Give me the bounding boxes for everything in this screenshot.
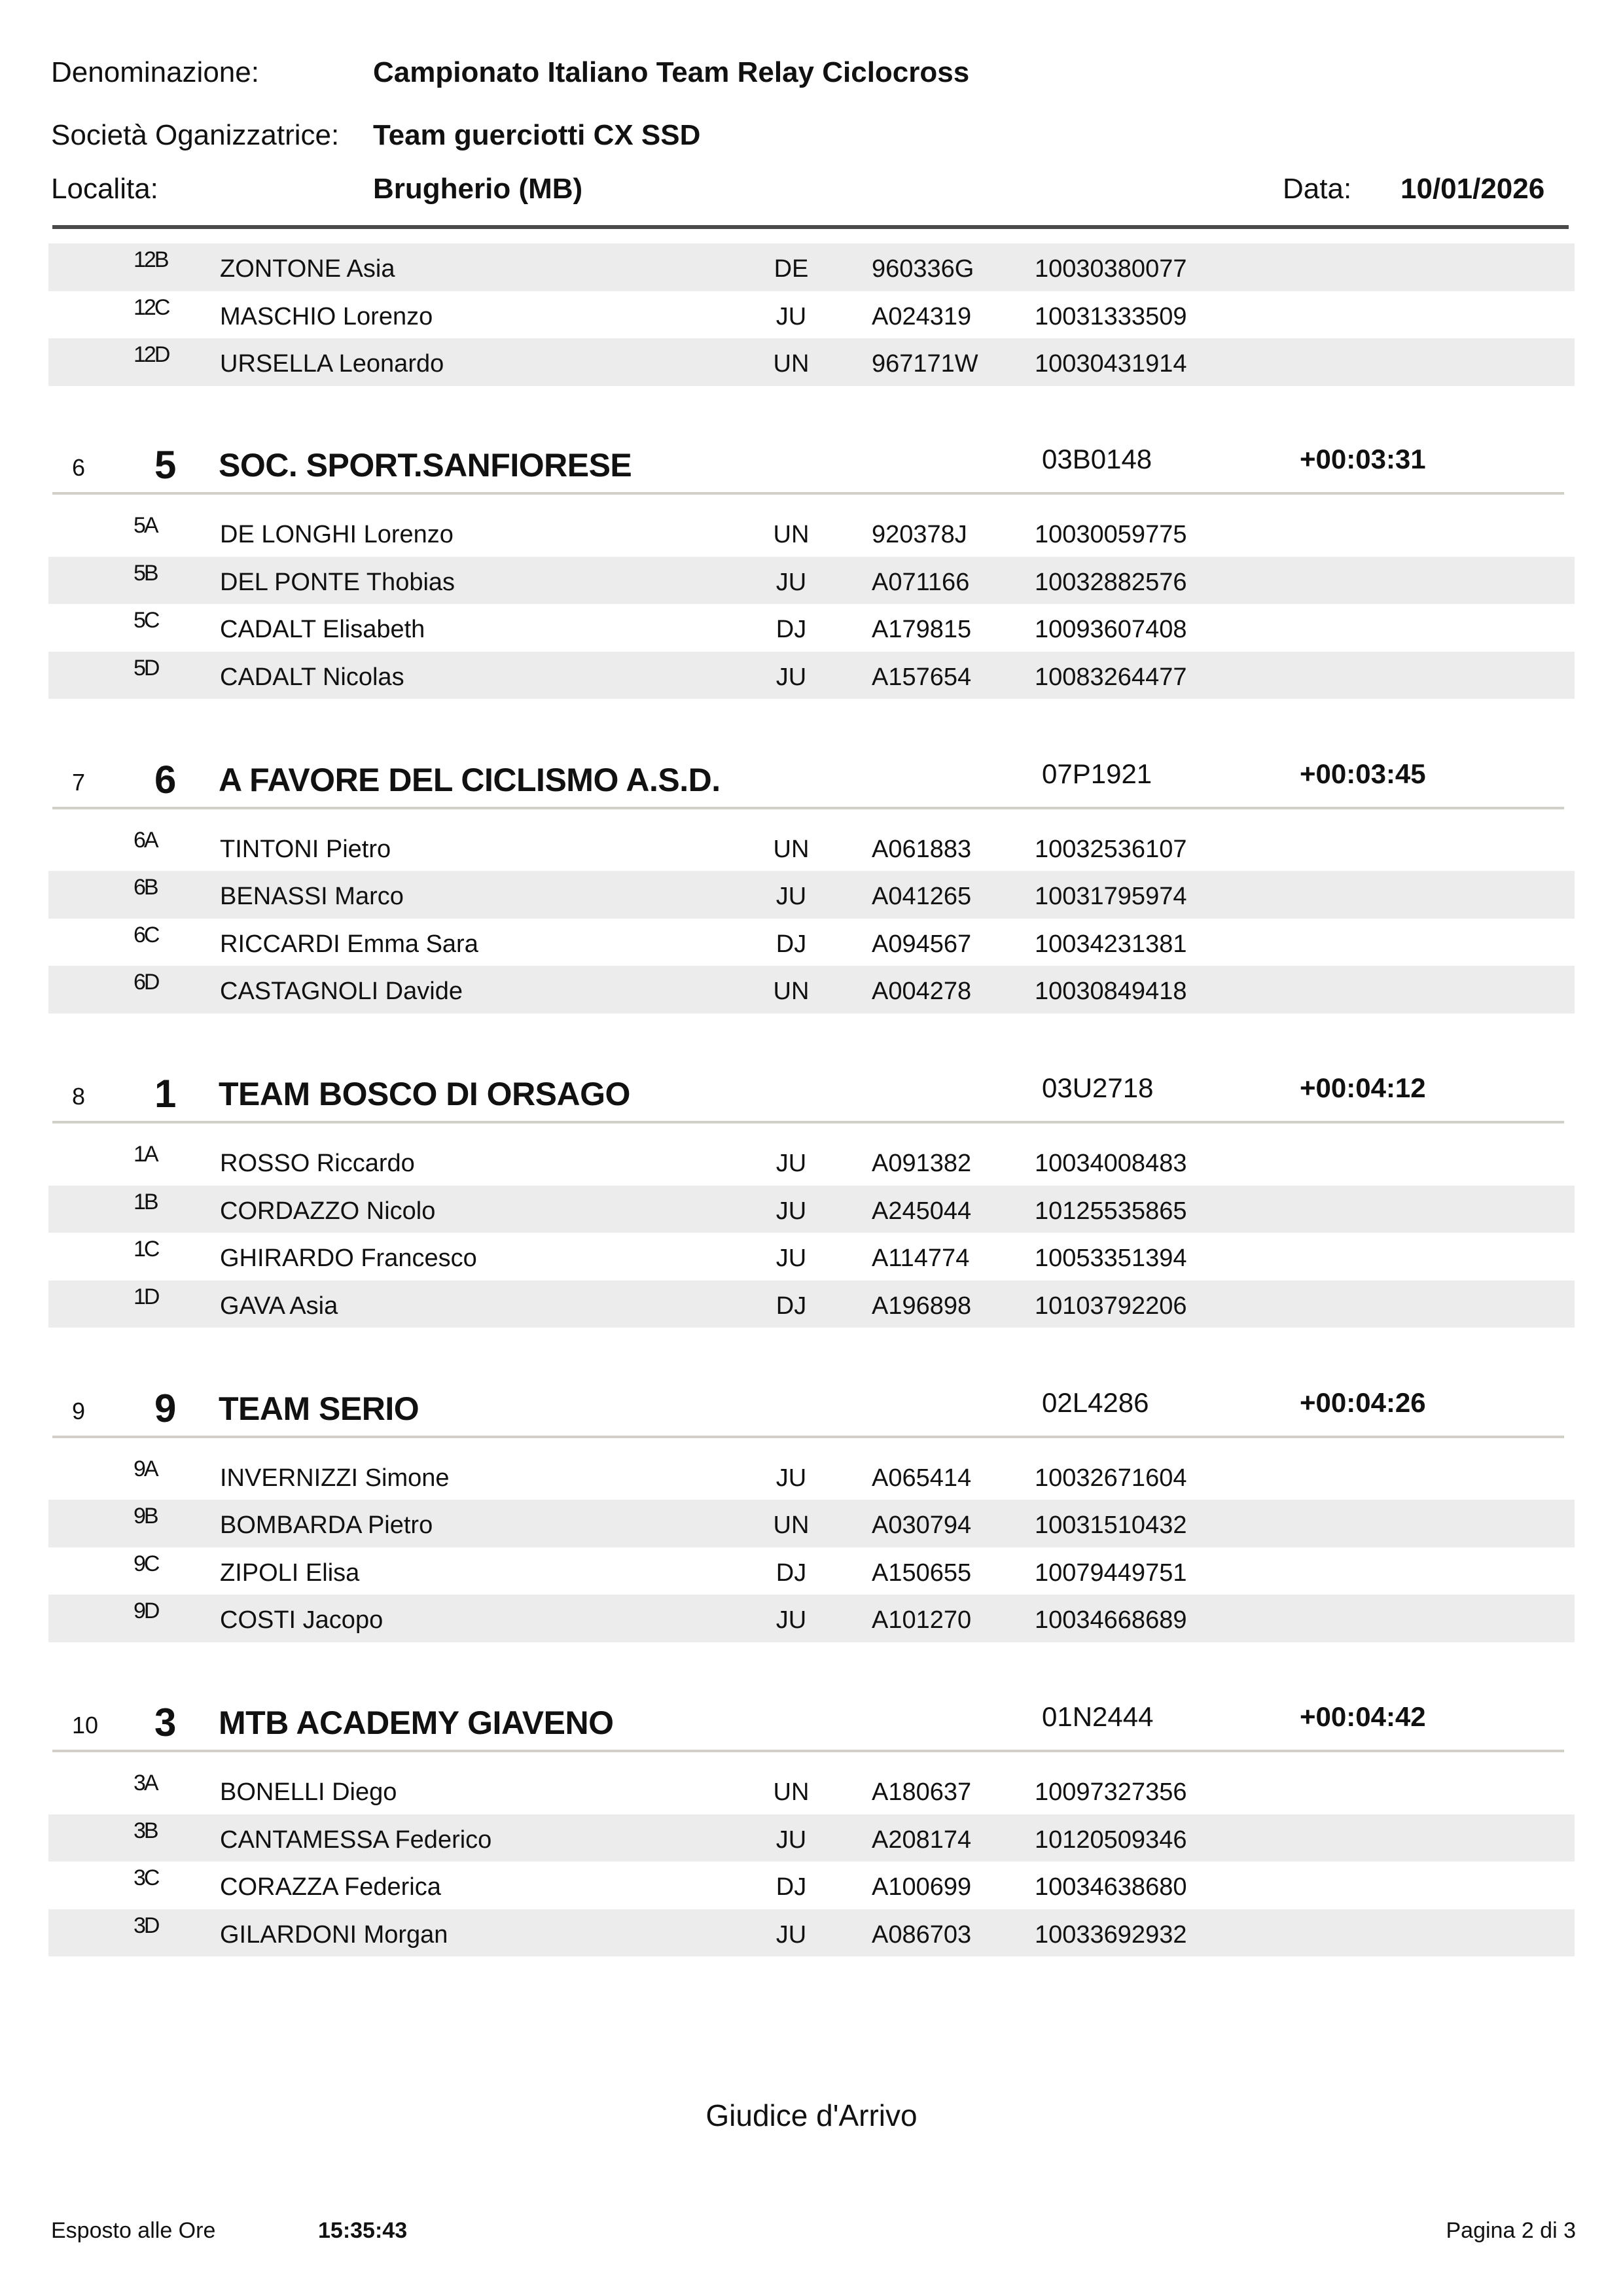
rider-row: [48, 291, 1575, 339]
rider-bib: 1D: [134, 1284, 158, 1309]
rider-row: [48, 1500, 1575, 1547]
rider-row: [48, 1547, 1575, 1595]
team-header: [0, 1689, 1623, 1752]
rider-bib: 1A: [134, 1142, 157, 1167]
rider-category: DJ: [776, 616, 807, 643]
rider-name: CADALT Nicolas: [220, 663, 404, 691]
rider-name: BONELLI Diego: [220, 1778, 397, 1806]
rider-bib: 3D: [134, 1913, 158, 1938]
rider-category: JU: [776, 1245, 807, 1272]
rider-row: [48, 966, 1575, 1014]
team-name: A FAVORE DEL CICLISMO A.S.D.: [219, 761, 721, 798]
rider-bib: 9B: [134, 1504, 157, 1528]
rider-row: [48, 338, 1575, 386]
rider-row: [48, 509, 1575, 557]
rider-uci-id: 10034008483: [1035, 1150, 1187, 1177]
rider-category: UN: [773, 978, 810, 1005]
rider-category: DJ: [776, 1292, 807, 1320]
rider-card-number: A091382: [872, 1150, 972, 1177]
date-value: 10/01/2026: [1400, 173, 1545, 205]
team-time-gap: +00:04:26: [1300, 1386, 1426, 1418]
rider-uci-id: 10032882576: [1035, 568, 1187, 596]
rider-bib: 9D: [134, 1598, 158, 1623]
rider-uci-id: 10034638680: [1035, 1873, 1187, 1901]
rider-row: [48, 1814, 1575, 1862]
rider-card-number: A180637: [872, 1778, 972, 1806]
rider-card-number: A157654: [872, 663, 972, 691]
rider-name: BOMBARDA Pietro: [220, 1511, 433, 1539]
exposed-label: Esposto alle Ore: [51, 2218, 216, 2243]
rider-name: DEL PONTE Thobias: [220, 568, 455, 596]
rider-card-number: 920378J: [872, 521, 967, 548]
rider-bib: 5A: [134, 513, 157, 538]
rider-bib: 3C: [134, 1865, 158, 1890]
rider-card-number: A094567: [872, 930, 972, 958]
team-society-code: 03B0148: [1042, 444, 1152, 474]
rider-uci-id: 10053351394: [1035, 1245, 1187, 1272]
rider-name: TINTONI Pietro: [220, 835, 391, 863]
rider-name: CORAZZA Federica: [220, 1873, 441, 1901]
rider-uci-id: 10030849418: [1035, 978, 1187, 1005]
rider-category: DE: [774, 255, 809, 283]
rider-card-number: A071166: [872, 568, 970, 596]
rider-row: [48, 871, 1575, 919]
team-bib-number: 1: [154, 1072, 177, 1116]
rider-card-number: 967171W: [872, 350, 978, 378]
team-position: 10: [72, 1712, 99, 1739]
team-header: [0, 747, 1623, 809]
team-position: 7: [72, 768, 86, 796]
rider-category: DJ: [776, 1873, 807, 1901]
rider-category: JU: [776, 883, 807, 910]
rider-row: [48, 1280, 1575, 1328]
rider-row: [48, 652, 1575, 699]
rider-card-number: A150655: [872, 1559, 972, 1587]
date-label: Data:: [1283, 173, 1352, 205]
rider-uci-id: 10032536107: [1035, 835, 1187, 863]
rider-category: JU: [776, 1197, 807, 1225]
rider-name: MASCHIO Lorenzo: [220, 302, 433, 330]
rider-bib: 3A: [134, 1771, 157, 1795]
rider-uci-id: 10030431914: [1035, 350, 1187, 378]
rider-uci-id: 10079449751: [1035, 1559, 1187, 1587]
team-header: [0, 1061, 1623, 1123]
team-name: TEAM SERIO: [219, 1390, 419, 1427]
team-header: [0, 432, 1623, 495]
rider-row: [48, 1233, 1575, 1280]
rider-bib: 6A: [134, 827, 157, 853]
rider-card-number: A100699: [872, 1873, 972, 1901]
rider-category: JU: [776, 302, 807, 330]
rider-uci-id: 10120509346: [1035, 1826, 1187, 1854]
rider-card-number: A196898: [872, 1292, 972, 1320]
rider-name: ZIPOLI Elisa: [220, 1559, 360, 1587]
rider-name: INVERNIZZI Simone: [220, 1464, 450, 1492]
team-time-gap: +00:04:12: [1300, 1072, 1426, 1103]
team-divider: [52, 1436, 1564, 1438]
rider-uci-id: 10033692932: [1035, 1920, 1187, 1949]
team-bib-number: 6: [154, 757, 177, 802]
team-society-code: 01N2444: [1042, 1701, 1154, 1732]
rider-name: CASTAGNOLI Davide: [220, 978, 463, 1005]
rider-row: [48, 919, 1575, 966]
rider-card-number: A114774: [872, 1245, 970, 1272]
rider-card-number: A086703: [872, 1920, 972, 1949]
team-time-gap: +00:03:31: [1300, 444, 1426, 474]
rider-row: [48, 1138, 1575, 1186]
rider-uci-id: 10031333509: [1035, 302, 1187, 330]
rider-category: DJ: [776, 1559, 807, 1587]
rider-name: ROSSO Riccardo: [220, 1150, 415, 1177]
rider-bib: 9A: [134, 1456, 157, 1481]
rider-uci-id: 10032671604: [1035, 1464, 1187, 1492]
rider-bib: 5B: [134, 560, 157, 586]
rider-row: [48, 1453, 1575, 1500]
rider-bib: 6B: [134, 875, 157, 900]
carryover-rows: [48, 243, 1575, 386]
team-divider: [52, 492, 1564, 495]
rider-category: JU: [776, 1150, 807, 1177]
rider-card-number: A065414: [872, 1464, 972, 1492]
header-divider: [52, 225, 1569, 229]
rider-name: RICCARDI Emma Sara: [220, 930, 478, 958]
team-divider: [52, 807, 1564, 809]
team-time-gap: +00:04:42: [1300, 1701, 1426, 1732]
rider-category: JU: [776, 1826, 807, 1854]
rider-row: [48, 1595, 1575, 1642]
team-position: 8: [72, 1083, 86, 1110]
rider-uci-id: 10083264477: [1035, 663, 1187, 691]
rider-name: COSTI Jacopo: [220, 1606, 383, 1634]
rider-row: [48, 557, 1575, 605]
rider-uci-id: 10031510432: [1035, 1511, 1187, 1539]
team-members: [48, 1767, 1575, 1956]
societa-label: Società Oganizzatrice:: [51, 119, 340, 151]
rider-card-number: 960336G: [872, 255, 974, 283]
rider-bib: 6C: [134, 922, 158, 947]
rider-uci-id: 10097327356: [1035, 1778, 1187, 1806]
rider-row: [48, 824, 1575, 872]
rider-category: JU: [776, 568, 807, 596]
rider-category: UN: [773, 1511, 810, 1539]
rider-card-number: A179815: [872, 616, 972, 643]
team-divider: [52, 1121, 1564, 1123]
rider-bib: 12C: [134, 294, 169, 320]
rider-row: [48, 604, 1575, 652]
team-bib-number: 3: [154, 1701, 177, 1744]
judge-signature-label: Giudice d'Arrivo: [705, 2098, 918, 2132]
rider-name: DE LONGHI Lorenzo: [220, 521, 454, 548]
rider-card-number: A030794: [872, 1511, 972, 1539]
rider-bib: 9C: [134, 1551, 158, 1576]
team-time-gap: +00:03:45: [1300, 758, 1426, 789]
rider-name: URSELLA Leonardo: [220, 350, 444, 378]
rider-uci-id: 10030380077: [1035, 255, 1187, 283]
team-bib-number: 5: [154, 443, 177, 487]
rider-name: CORDAZZO Nicolo: [220, 1197, 436, 1225]
team-position: 6: [72, 454, 86, 481]
rider-bib: 12B: [134, 247, 168, 272]
organizer-name: Team guerciotti CX SSD: [373, 119, 701, 151]
team-society-code: 03U2718: [1042, 1072, 1154, 1103]
team-bib-number: 9: [154, 1386, 177, 1430]
rider-row: [48, 243, 1575, 291]
rider-name: CADALT Elisabeth: [220, 616, 425, 643]
rider-card-number: A208174: [872, 1826, 972, 1854]
rider-row: [48, 1186, 1575, 1233]
rider-card-number: A041265: [872, 883, 972, 910]
team-members: [48, 824, 1575, 1014]
rider-bib: 5D: [134, 655, 158, 680]
rider-uci-id: 10125535865: [1035, 1197, 1187, 1225]
team-name: TEAM BOSCO DI ORSAGO: [219, 1076, 630, 1112]
rider-name: BENASSI Marco: [220, 883, 404, 910]
rider-category: JU: [776, 1920, 807, 1949]
rider-row: [48, 1909, 1575, 1957]
rider-uci-id: 10030059775: [1035, 521, 1187, 548]
rider-category: UN: [773, 350, 810, 378]
rider-name: GHIRARDO Francesco: [220, 1245, 477, 1272]
localita-label: Localita:: [51, 173, 158, 205]
rider-bib: 1B: [134, 1189, 157, 1214]
rider-uci-id: 10034668689: [1035, 1606, 1187, 1634]
rider-card-number: A245044: [872, 1197, 972, 1225]
rider-category: DJ: [776, 930, 807, 958]
rider-row: [48, 1767, 1575, 1814]
rider-category: JU: [776, 1464, 807, 1492]
location-value: Brugherio (MB): [373, 173, 583, 205]
rider-uci-id: 10103792206: [1035, 1292, 1187, 1320]
rider-bib: 12D: [134, 342, 169, 367]
rider-category: JU: [776, 663, 807, 691]
rider-category: JU: [776, 1606, 807, 1634]
rider-uci-id: 10034231381: [1035, 930, 1187, 958]
rider-name: GILARDONI Morgan: [220, 1920, 448, 1949]
rider-card-number: A024319: [872, 302, 972, 330]
page-number: Pagina 2 di 3: [1446, 2218, 1576, 2243]
team-members: [48, 1453, 1575, 1642]
rider-category: UN: [773, 835, 810, 863]
rider-category: UN: [773, 521, 810, 548]
team-society-code: 07P1921: [1042, 758, 1152, 789]
event-name: Campionato Italiano Team Relay Ciclocross: [373, 56, 970, 88]
rider-bib: 1C: [134, 1237, 158, 1262]
team-name: SOC. SPORT.SANFIORESE: [219, 447, 632, 484]
rider-name: GAVA Asia: [220, 1292, 338, 1320]
rider-name: ZONTONE Asia: [220, 255, 395, 283]
team-society-code: 02L4286: [1042, 1386, 1149, 1418]
rider-uci-id: 10093607408: [1035, 616, 1187, 643]
team-members: [48, 1138, 1575, 1328]
team-header: [0, 1375, 1623, 1438]
rider-row: [48, 1862, 1575, 1909]
exposed-time: 15:35:43: [318, 2218, 408, 2243]
rider-bib: 3B: [134, 1818, 157, 1843]
rider-category: UN: [773, 1778, 810, 1806]
rider-bib: 6D: [134, 970, 158, 995]
rider-uci-id: 10031795974: [1035, 883, 1187, 910]
rider-card-number: A004278: [872, 978, 972, 1005]
rider-card-number: A061883: [872, 835, 972, 863]
denominazione-label: Denominazione:: [51, 56, 259, 88]
team-members: [48, 509, 1575, 699]
rider-name: CANTAMESSA Federico: [220, 1826, 492, 1854]
rider-bib: 5C: [134, 608, 158, 633]
team-divider: [52, 1750, 1564, 1752]
rider-card-number: A101270: [872, 1606, 972, 1634]
team-position: 9: [72, 1397, 86, 1424]
team-name: MTB ACADEMY GIAVENO: [219, 1704, 614, 1741]
